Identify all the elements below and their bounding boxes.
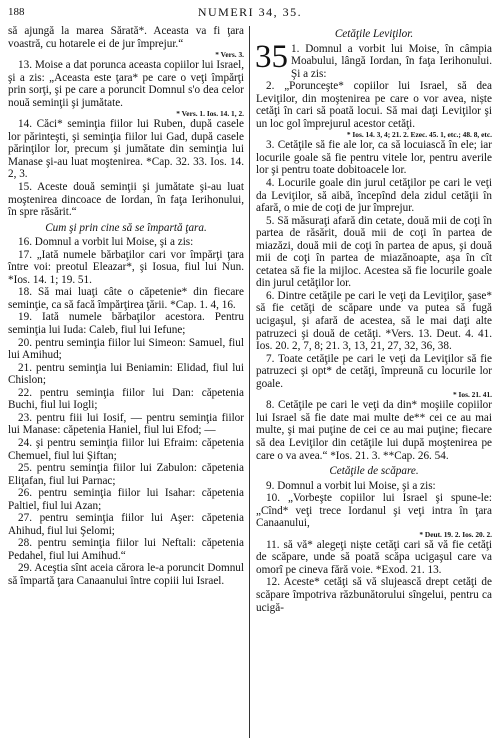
footnote-reference: * Ios. 14. 3, 4; 21. 2. Ezec. 45. 1, etc.; 48. 8, etc.	[346, 130, 492, 140]
verse-paragraph: 15. Aceste două seminţii şi jumătate şi-au luat moştenirea dincoace de Iordan, în faţa Ierihonului, în spre răsărit.“	[8, 181, 244, 219]
verse-paragraph: 22. pentru seminţia fiilor lui Dan: căpetenia Buchi, fiul lui Iogli;	[8, 386, 244, 412]
verse-paragraph: 17. „Iată numele bărbaţilor cari vor împărţi ţara între voi: preotul Eleazar*, şi Iosua, fiul lui Nun. *Ios. 14. 1; 19. 51.	[8, 248, 244, 286]
section-heading: Cetăţile de scăpare.	[329, 465, 419, 478]
verse-paragraph: 4. Locurile goale din jurul cetăţilor pe cari le veţi da Leviţilor, să aibă, începînd dela zidul cetăţii în afară, o mie de coţi de jur împrejur.	[256, 177, 492, 215]
left-column	[8, 25, 244, 588]
verse-paragraph: 2. „Porunceşte* copiilor lui Israel, să dea Leviţilor, din moştenirea pe care o vor avea, niște cetăţi în cari să poată locui. Să mai daţi Leviţilor şi un loc gol împrejurul acestor cetăţi.	[256, 80, 492, 130]
footnote-reference: * Vers. 1. Ios. 14. 1, 2.	[176, 109, 244, 119]
verse-text: 1. Domnul a vorbit lui Moise, în câmpia Moabului, lângă Iordan, în faţa Ierihonului. Şi a zis:	[291, 42, 492, 80]
verse-paragraph: 13. Moise a dat porunca aceasta copiilor lui Israel, şi a zis: „Aceasta este ţara* pe care o veţi împărţi prin sorţi, şi pe care a poruncit Domnul s'o dea celor nouă seminţii şi jumătate.	[8, 59, 244, 109]
verse-paragraph: 24. şi pentru seminţia fiilor lui Efraim: căpetenia Chemuel, fiul lui Şiftan;	[8, 436, 244, 462]
verse-paragraph: 29. Aceştia sînt aceia cărora le-a poruncit Domnul să împartă ţara Canaanului între copiii lui Israel.	[8, 562, 244, 587]
verse-paragraph: 28. pentru seminţia fiilor lui Neftali: căpetenia Pedahel, fiul lui Amihud.“	[8, 537, 244, 562]
verse-paragraph: 19. Iată numele bărbaţilor acestora. Pentru seminţia lui Iuda: Caleb, fiul lui Iefune;	[8, 311, 244, 337]
verse-paragraph: 21. pentru seminţia lui Beniamin: Elidad, fiul lui Chislon;	[8, 361, 244, 387]
verse-paragraph: 27. pentru seminţia fiilor lui Aşer: căpetenia Ahihud, fiul lui Şelomi;	[8, 512, 244, 537]
verse-paragraph: 12. Aceste* cetăţi să vă slujească drept cetăţi de scăpare împotriva răzbunătorului sîngelui, pentru ca ucigă-	[256, 576, 492, 614]
verse-paragraph: 25. pentru seminţia fiilor lui Zabulon: căpetenia Eliţafan, fiul lui Parnac;	[8, 462, 244, 487]
chapter-number: 35	[255, 38, 288, 75]
verse-paragraph: 18. Să mai luaţi câte o căpetenie* din fiecare seminţie, ca să facă împărţirea ţării. *Cap. 1. 4, 16.	[8, 286, 244, 311]
verse-paragraph: 20. pentru seminţia fiilor lui Simeon: Samuel, fiul lui Amihud;	[8, 336, 244, 362]
verse-paragraph: 23. pentru fiii lui Iosif, — pentru seminţia fiilor lui Manase: căpetenia Haniel, fiul lui Efod; —	[8, 411, 244, 437]
verse-paragraph: 26. pentru seminţia fiilor lui Isahar: căpetenia Paltiel, fiul lui Azan;	[8, 487, 244, 512]
verse-paragraph: 10. „Vorbeşte copiilor lui Israel şi spune-le: „Cînd* veţi trece Iordanul şi veţi intra în ţara Canaanului,	[256, 492, 492, 530]
verse-paragraph: 16. Domnul a vorbit lui Moise, şi a zis:	[18, 236, 194, 249]
footnote-reference: * Deut. 19. 2. Ios. 20. 2.	[419, 529, 492, 539]
page-number: 188	[8, 6, 25, 18]
verse-paragraph: 8. Cetăţile pe cari le veţi da din* moşiile copiilor lui Israel să fie date mai multe de** cei ce au mai multe, şi mai puţine de cei ce au mai puţine; fiecare să dea Leviţilor din cetăţile lui după moştenirea pe care o va avea.“ *Ios. 21. 3. **Cap. 26. 54.	[256, 399, 492, 462]
verse-paragraph: 6. Dintre cetăţile pe cari le veţi da Leviţilor, şase* să fie cetăţi de scăpare unde va putea să fugă ucigaşul, şi afară de acestea, să le mai daţi alte patruzeci şi două de cetăţi. *Vers. 13. Deut. 4. 41. Ios. 20. 2, 7, 8; 21. 3, 13, 21, 27, 32, 36, 38.	[256, 289, 492, 353]
chapter-start	[255, 38, 492, 81]
verse-paragraph: 9. Domnul a vorbit lui Moise, şi a zis:	[266, 479, 436, 492]
verse-paragraph: 11. să vă* alegeţi niște cetăţi cari să vă fie cetăţi de scăpare, unde să poată scăpa ucigaşul care va omorî pe cineva fără voie. *Exod. 21. 13.	[256, 538, 492, 576]
page-header	[8, 6, 492, 20]
footnote-reference: * Ios. 21. 41.	[452, 390, 492, 400]
footnote-reference: * Vers. 3.	[215, 50, 244, 60]
verse-paragraph: 14. Căci* seminţia fiilor lui Ruben, după casele lor părinteşti, şi seminţia fiilor lui Gad, după casele părinţilor lor, precum şi jumătate din seminţia lui Manase şi-au luat moştenirea. *Cap. 32. 33. Ios. 14. 2, 3.	[8, 118, 244, 181]
section-heading: Cum şi prin cine să se împartă ţara.	[45, 221, 207, 234]
section-heading: Cetăţile Leviţilor.	[334, 28, 414, 40]
right-column	[256, 25, 492, 614]
verse-paragraph: 7. Toate cetăţile pe cari le veţi da Leviţilor să fie patruzeci şi opt* de cetăţi, împreună cu locurile lor goale.	[256, 352, 492, 390]
verse-paragraph: 5. Să măsuraţi afară din cetate, două mii de coţi în partea de răsărit, două mii de coţi în partea de miazăzi, două mii de coţi în partea de apus, şi două mii de coţi în partea de miazănoapte, aşa în cît cetatea să fie la mijloc. Acestea să fie locurile goale din jurul cetăţilor lor.	[256, 214, 492, 290]
verse-paragraph: să ajungă la marea Sărată*. Aceasta va fi ţara voastră, cu hotarele ei de jur împrejur.“	[8, 25, 244, 50]
verse-paragraph: 3. Cetăţile să fie ale lor, ca să locuiască în ele; iar locurile goale să fie pentru vitele lor, pentru averile lor şi pentru toate dobitoacele lor.	[256, 139, 492, 177]
column-divider	[249, 26, 250, 738]
running-title: NUMERI 34, 35.	[197, 5, 303, 19]
